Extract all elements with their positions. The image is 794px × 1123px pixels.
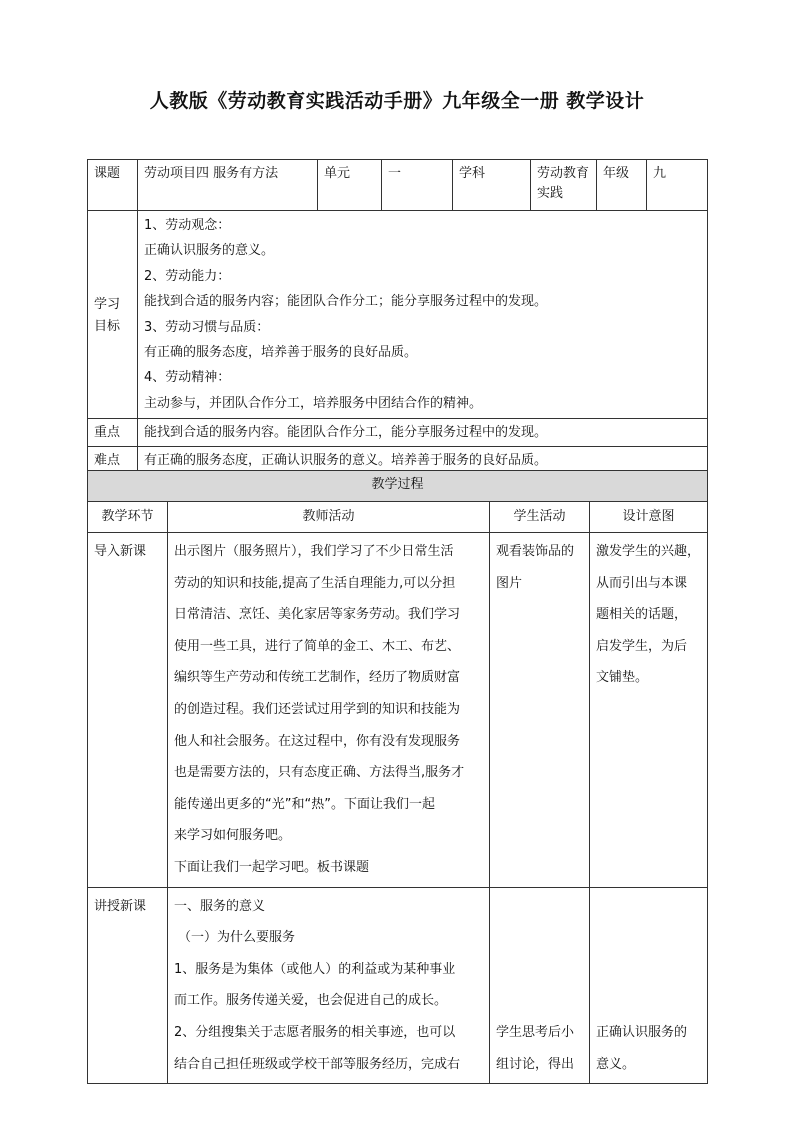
design-intent: 激发学生的兴趣， 从而引出与本课 题相关的话题， 启发学生，为后 文铺垫。: [590, 533, 708, 888]
process-band: 教学过程: [88, 471, 708, 502]
key-point-label: 重点: [88, 419, 138, 447]
objective-line: 4、劳动精神：: [144, 370, 231, 386]
unit-label: 单元: [318, 160, 382, 211]
info-table: [87, 159, 708, 475]
grade-value: 九: [647, 160, 708, 211]
objective-line: 3、劳动习惯与品质：: [144, 319, 270, 335]
process-table: [87, 470, 708, 1084]
teacher-activity: 一、服务的意义 （一）为什么要服务 1、服务是为集体（或他人）的利益或为某种事业 而工作。服务传递关爱，也会促进自己的成长。 2、分组搜集关于志愿者服务的相关事迹，也可以 结合自己担任班级或学校干部等服务经历，完成右: [168, 887, 490, 1084]
grade-label: 年级: [597, 160, 647, 211]
difficulty-text: 有正确的服务态度，正确认识服务的意义。培养善于服务的良好品质。: [138, 447, 708, 475]
subject-value: 劳动教育实践: [531, 160, 597, 211]
objectives-content: [138, 211, 708, 419]
course-label: 课题: [88, 160, 138, 211]
header-teacher: 教师活动: [168, 502, 490, 533]
table-row: [88, 887, 708, 1084]
design-intent: 正确认识服务的 意义。: [590, 887, 708, 1084]
stage-cell: 导入新课: [88, 533, 168, 888]
subject-label: 学科: [453, 160, 531, 211]
objective-line: 2、劳动能力：: [144, 268, 231, 284]
student-activity: 观看装饰品的 图片: [490, 533, 590, 888]
objective-line: 正确认识服务的意义。: [144, 243, 275, 259]
objective-line: 1、劳动观念：: [144, 218, 231, 233]
objective-line: 主动参与，并团队合作分工，培养服务中团结合作的精神。: [144, 395, 483, 411]
teacher-activity: 出示图片（服务照片），我们学习了不少日常生活 劳动的知识和技能,提高了生活自理能力,可以分担 日常清洁、烹饪、美化家居等家务劳动。我们学习 使用一些工具，进行了简单的金工、木工、布艺、 编织等生产劳动和传统工艺制作，经历了物质财富 的创造过程。我们还尝试过用学到的知识和技能为 他人和社会服务。在这过程中，你有没有发现服务 也是需要方法的，只有态度正确、方法得当,服务才 能传递出更多的“光”和“热”。下面让我们一起 来学习如何服务吧。 下面让我们一起学习吧。板书课题: [168, 533, 490, 888]
objective-line: 有正确的服务态度，培养善于服务的良好品质。: [144, 345, 418, 361]
course-value: 劳动项目四 服务有方法: [138, 160, 318, 211]
objective-line: 能找到合适的服务内容；能团队合作分工；能分享服务过程中的发现。: [144, 294, 548, 310]
student-activity: 学生思考后小 组讨论，得出: [490, 887, 590, 1084]
key-point-text: 能找到合适的服务内容。能团队合作分工，能分享服务过程中的发现。: [138, 419, 708, 447]
header-intent: 设计意图: [590, 502, 708, 533]
table-row: [88, 533, 708, 888]
difficulty-label: 难点: [88, 447, 138, 475]
header-student: 学生活动: [490, 502, 590, 533]
objectives-label: 学习目标: [88, 211, 138, 419]
stage-cell: 讲授新课: [88, 887, 168, 1084]
unit-value: 一: [382, 160, 453, 211]
header-stage: 教学环节: [88, 502, 168, 533]
page-title: 人教版《劳动教育实践活动手册》九年级全一册 教学设计: [149, 90, 645, 112]
